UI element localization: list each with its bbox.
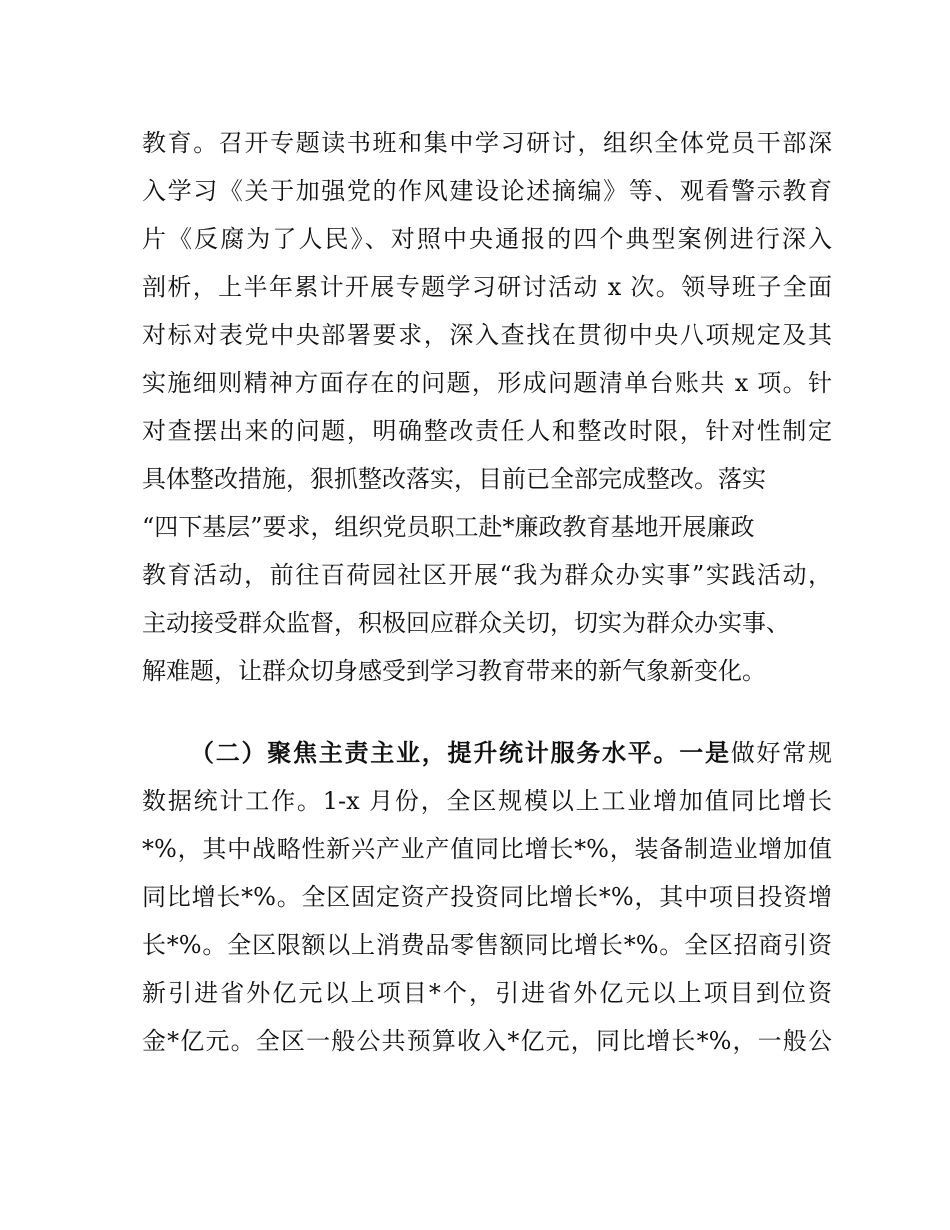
paragraph-line: 长*%。全区限额以上消费品零售额同比增长*%。全区招商引资 [142, 931, 832, 959]
paragraph-line: 同比增长*%。全区固定资产投资同比增长*%，其中项目投资增 [142, 883, 832, 911]
paragraph-line: *%，其中战略性新兴产业产值同比增长*%，装备制造业增加值 [142, 835, 832, 863]
paragraph-line: 对标对表党中央部署要求，深入查找在贯彻中央八项规定及其 [142, 321, 832, 349]
lead-phrase: 一是 [679, 738, 731, 767]
paragraph-line: 金*亿元。全区一般公共预算收入*亿元，同比增长*%，一般公 [142, 1027, 832, 1055]
paragraph-line: 片《反腐为了人民》、对照中央通报的四个典型案例进行深入 [142, 225, 832, 253]
section-heading: （二）聚焦主责主业，提升统计服务水平。 [190, 738, 680, 767]
paragraph-line: 实施细则精神方面存在的问题，形成问题清单台账共 x 项。针 [142, 369, 832, 397]
paragraph-line: 具体整改措施，狠抓整改落实，目前已全部完成整改。落实 [142, 465, 766, 493]
paragraph-line: 入学习《关于加强党的作风建设论述摘编》等、观看警示教育 [142, 177, 832, 205]
paragraph-line: “四下基层”要求，组织党员职工赴*廉政教育基地开展廉政 [142, 513, 755, 541]
section-heading-line [190, 733, 832, 773]
paragraph-line: 对查摆出来的问题，明确整改责任人和整改时限，针对性制定 [142, 417, 832, 445]
paragraph-line: 数据统计工作。1-x 月份，全区规模以上工业增加值同比增长 [142, 787, 832, 815]
paragraph-line: 新引进省外亿元以上项目*个，引进省外亿元以上项目到位资 [142, 979, 832, 1007]
paragraph-line: 教育活动，前往百荷园社区开展“我为群众办实事”实践活动， [142, 561, 832, 589]
paragraph-line: 主动接受群众监督，积极回应群众关切，切实为群众办实事、 [142, 609, 790, 637]
paragraph-line: 教育。召开专题读书班和集中学习研讨，组织全体党员干部深 [142, 129, 832, 157]
heading-line-rest: 做好常规 [730, 739, 832, 767]
paragraph-line: 解难题，让群众切身感受到学习教育带来的新气象新变化。 [142, 657, 766, 685]
paragraph-line: 剖析，上半年累计开展专题学习研讨活动 x 次。领导班子全面 [142, 273, 832, 301]
